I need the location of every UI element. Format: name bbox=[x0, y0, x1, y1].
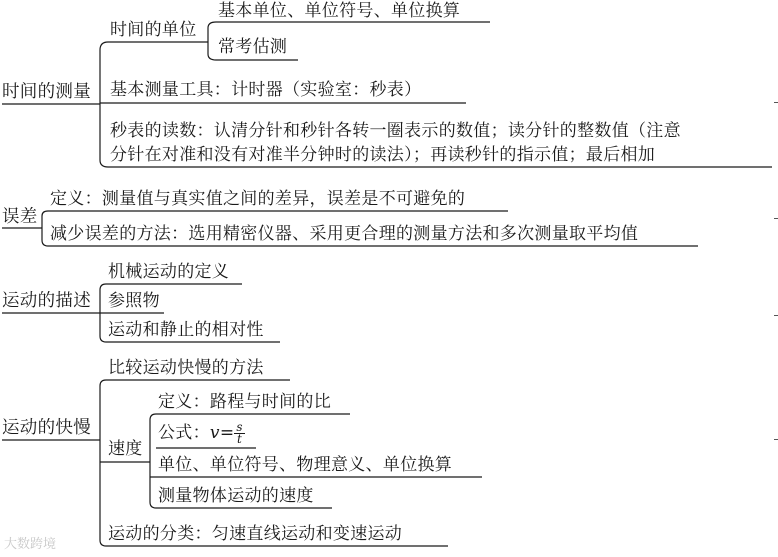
node-speed: 速度 bbox=[108, 439, 143, 459]
node-error-definition: 定义：测量值与真实值之间的差异，误差是不可避免的 bbox=[50, 189, 466, 209]
edge-tick bbox=[774, 315, 778, 316]
node-relativity: 运动和静止的相对性 bbox=[108, 320, 264, 340]
node-speed-formula bbox=[158, 422, 245, 445]
node-error-reduction: 减少误差的方法：选用精密仪器、采用更合理的测量方法和多次测量取平均值 bbox=[50, 224, 639, 244]
node-speed-measure: 测量物体运动的速度 bbox=[158, 486, 314, 506]
node-time-unit-basic: 基本单位、单位符号、单位换算 bbox=[218, 1, 461, 21]
formula-lhs: v bbox=[209, 423, 220, 443]
node-time-unit-estimate: 常考估测 bbox=[218, 37, 288, 57]
edge-tick bbox=[774, 102, 778, 103]
connector-error-trunk bbox=[42, 211, 48, 246]
connector-time-unit-trunk bbox=[208, 22, 216, 60]
formula-denominator: t bbox=[237, 432, 243, 446]
edge-tick bbox=[774, 218, 778, 219]
node-motion-description: 运动的描述 bbox=[2, 291, 91, 311]
formula-label: 公式： bbox=[158, 423, 210, 443]
node-motion-classification: 运动的分类：匀速直线运动和变速运动 bbox=[108, 524, 403, 544]
node-compare-methods: 比较运动快慢的方法 bbox=[108, 358, 264, 378]
connector-time-trunk bbox=[100, 42, 108, 167]
connector-speed-node-trunk bbox=[150, 414, 156, 508]
connector-speed-trunk bbox=[100, 380, 106, 546]
node-error: 误差 bbox=[2, 207, 38, 227]
node-time-reading-line2: 分针在对准和没有对准半分钟时的读法）；再读秒针的指示值；最后相加 bbox=[110, 145, 656, 165]
node-reference-object: 参照物 bbox=[108, 291, 160, 311]
watermark-logo bbox=[4, 533, 56, 552]
node-mechanical-motion: 机械运动的定义 bbox=[108, 262, 230, 282]
node-motion-speed: 运动的快慢 bbox=[2, 418, 91, 438]
watermark-text: 大数跨境 bbox=[4, 537, 57, 552]
node-time-reading-line1: 秒表的读数：认清分针和秒针各转一圈表示的数值；读分针的整数值（注意 bbox=[110, 121, 681, 141]
node-speed-units: 单位、单位符号、物理意义、单位换算 bbox=[158, 455, 453, 475]
node-time-measurement: 时间的测量 bbox=[2, 82, 91, 102]
node-time-unit: 时间的单位 bbox=[110, 20, 197, 40]
edge-tick bbox=[774, 439, 778, 440]
formula-fraction bbox=[234, 422, 244, 445]
node-speed-definition: 定义：路程与时间的比 bbox=[158, 392, 331, 412]
formula-numerator: s bbox=[236, 420, 243, 434]
node-time-tool: 基本测量工具：计时器（实验室：秒表） bbox=[110, 80, 422, 100]
formula-equals: = bbox=[219, 423, 235, 443]
